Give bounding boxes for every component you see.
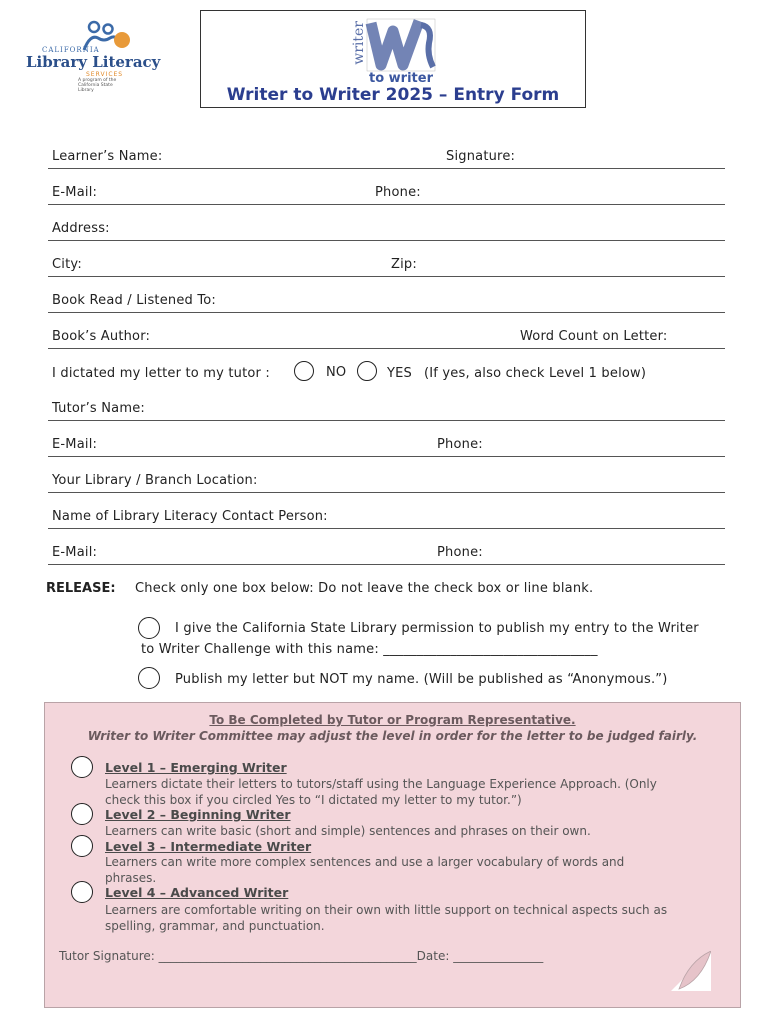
release-instruction: Check only one box below: Do not leave the check box or line blank. (135, 581, 594, 596)
level-4-radio[interactable] (71, 881, 93, 903)
phone-label: Phone: (375, 185, 421, 200)
logo-main-text: Library Literacy (26, 53, 161, 71)
level-1-desc-1: Learners dictate their letters to tutors/staff using the Language Experience Approach. (Only (105, 777, 657, 791)
yes-note: (If yes, also check Level 1 below) (424, 366, 647, 381)
level-2-title: Level 2 – Beginning Writer (105, 807, 291, 822)
contact-label: Name of Library Literacy Contact Person: (52, 509, 328, 524)
level-3-desc-2: phrases. (105, 871, 157, 885)
library-literacy-logo (24, 20, 164, 93)
level-3-desc-1: Learners can write more complex sentences and use a larger vocabulary of words and (105, 855, 625, 869)
zip-label: Zip: (391, 257, 417, 272)
writer-to-writer-logo (347, 15, 439, 87)
level-3-title: Level 3 – Intermediate Writer (105, 839, 312, 854)
logo-sub-text: A program of the California State Library (78, 78, 117, 93)
contact-phone-label: Phone: (437, 545, 483, 560)
page-title: Writer to Writer 2025 – Entry Form (226, 85, 560, 105)
level-3-radio[interactable] (71, 835, 93, 857)
no-label: NO (326, 365, 347, 380)
level-1-radio[interactable] (71, 756, 93, 778)
word-count-label: Word Count on Letter: (520, 329, 668, 344)
w2w-logo-word2: to writer (369, 71, 433, 86)
book-line[interactable] (48, 282, 725, 313)
level-2-radio[interactable] (71, 803, 93, 825)
level-1-title: Level 1 – Emerging Writer (105, 760, 287, 775)
release-option-2: Publish my letter but NOT my name. (Will be published as “Anonymous.”) (175, 672, 668, 687)
level-4-desc-2: spelling, grammar, and punctuation. (105, 919, 325, 933)
tutor-section-subheading: Writer to Writer Committee may adjust the level in order for the letter to be judged fairly. (87, 729, 698, 743)
level-4-desc-1: Learners are comfortable writing on their own with little support on technical aspects such as (105, 903, 668, 917)
level-2-desc-1: Learners can write basic (short and simple) sentences and phrases on their own. (105, 824, 591, 838)
tutor-section-heading: To Be Completed by Tutor or Program Representative. (209, 713, 576, 727)
w2w-logo-word1: writer (351, 21, 367, 65)
learner-name-line[interactable] (48, 138, 725, 169)
book-label: Book Read / Listened To: (52, 293, 217, 308)
learner-email-line[interactable] (48, 174, 725, 205)
city-label: City: (52, 257, 82, 272)
contact-email-label: E-Mail: (52, 545, 98, 560)
address-label: Address: (52, 221, 110, 236)
contact-email-line[interactable] (48, 534, 725, 565)
page-curl-icon (671, 951, 711, 991)
release-option-1-line1: I give the California State Library permission to publish my entry to the Writer (175, 621, 699, 636)
release-label: RELEASE: (46, 581, 116, 596)
level-4-title: Level 4 – Advanced Writer (105, 885, 289, 900)
email-label: E-Mail: (52, 185, 98, 200)
address-line[interactable] (48, 210, 725, 241)
tutor-name-label: Tutor’s Name: (52, 401, 145, 416)
learner-name-label: Learner’s Name: (52, 149, 163, 164)
library-line[interactable] (48, 462, 725, 493)
tutor-email-label: E-Mail: (52, 437, 98, 452)
library-label: Your Library / Branch Location: (52, 473, 258, 488)
city-line[interactable] (48, 246, 725, 277)
contact-line[interactable] (48, 498, 725, 529)
signature-label: Signature: (446, 149, 516, 164)
tutor-signature-line[interactable]: Tutor Signature: ___________________________________________Date: _______________ (59, 949, 544, 963)
author-label: Book’s Author: (52, 329, 151, 344)
dictated-label: I dictated my letter to my tutor : (52, 366, 271, 381)
tutor-phone-label: Phone: (437, 437, 483, 452)
logo-services-text: SERVICES (86, 71, 124, 78)
author-line[interactable] (48, 318, 725, 349)
release-option-2-radio[interactable] (138, 667, 160, 689)
tutor-email-line[interactable] (48, 426, 725, 457)
release-option-1-line2: to Writer Challenge with this name: ________________________________ (141, 642, 598, 657)
tutor-section (44, 702, 741, 1008)
logo-top-text: CALIFORNIA (42, 46, 100, 54)
release-option-1-radio[interactable] (138, 617, 160, 639)
yes-label: YES (387, 366, 413, 381)
level-1-desc-2: check this box if you circled Yes to “I dictated my letter to my tutor.”) (105, 793, 522, 807)
yes-radio[interactable] (357, 361, 377, 381)
tutor-name-line[interactable] (48, 390, 725, 421)
no-radio[interactable] (294, 361, 314, 381)
title-box (200, 10, 586, 108)
